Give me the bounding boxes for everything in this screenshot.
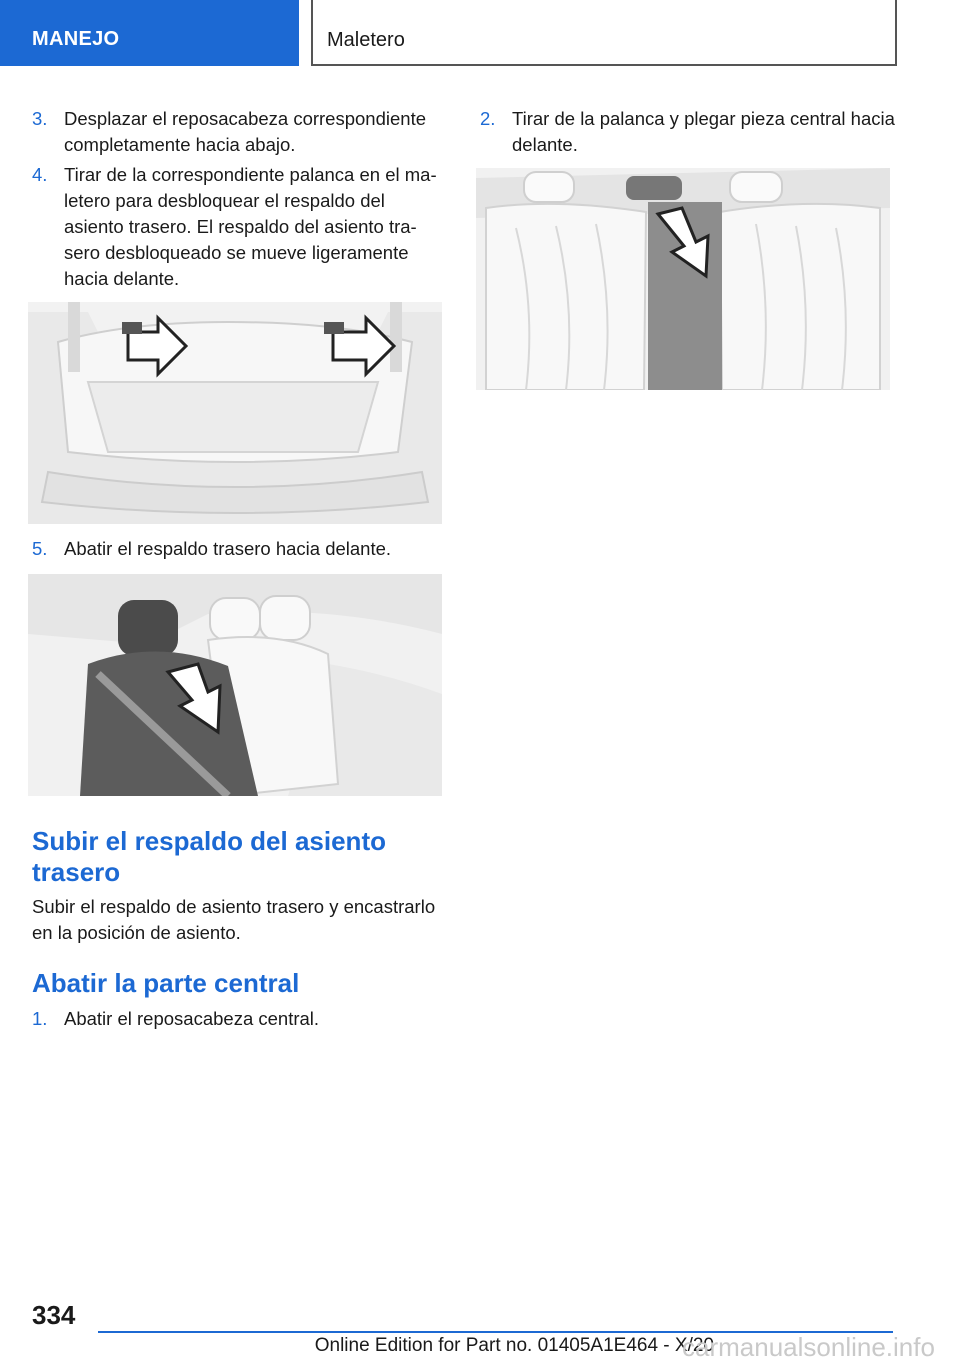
step-text: Tirar de la correspondiente palanca en el ma‐ letero para desbloquear el respaldo del asiento trasero. El respaldo del asiento tra‐ sero desbloqueado se mueve ligeramente hacia delante.	[64, 164, 437, 289]
step-number: 1.	[32, 1008, 48, 1029]
section-tab	[0, 0, 299, 66]
step-text: Tirar de la palanca y plegar pieza central hacia delante.	[512, 108, 895, 155]
watermark-text: carmanualsonline.info	[682, 1332, 935, 1362]
step-text: Abatir el reposacabeza central.	[64, 1008, 320, 1029]
paragraph-raise-backrest: Subir el respaldo de asiento trasero y encastrarlo en la posición de asiento.	[32, 896, 436, 943]
page-number: 334	[32, 1300, 76, 1330]
center-fold-figure	[476, 168, 890, 390]
step-1	[32, 1006, 452, 1034]
seat-fold-figure	[28, 574, 442, 796]
step-text: Desplazar el reposacabeza correspondiente completamente hacia abajo.	[64, 108, 426, 155]
step-2	[480, 106, 900, 160]
seat-fold-illustration	[28, 574, 442, 796]
step-text: Abatir el respaldo trasero hacia delante.	[64, 538, 392, 559]
step-number: 3.	[32, 108, 48, 129]
chapter-label: Maletero	[327, 29, 405, 51]
step-number: 4.	[32, 164, 48, 185]
heading-fold-center: Abatir la parte central	[32, 968, 300, 998]
step-5	[32, 536, 452, 564]
section-label: MANEJO	[32, 28, 120, 50]
step-4	[32, 162, 452, 294]
trunk-illustration	[28, 302, 442, 524]
step-number: 2.	[480, 108, 496, 129]
center-fold-illustration	[476, 168, 890, 390]
heading-raise-backrest: Subir el respaldo del asiento trasero	[32, 826, 386, 887]
edition-text: Online Edition for Part no. 01405A1E464 - X/20	[314, 1335, 714, 1356]
step-3	[32, 106, 452, 160]
trunk-figure	[28, 302, 442, 524]
chapter-box	[311, 0, 897, 66]
step-number: 5.	[32, 538, 48, 559]
